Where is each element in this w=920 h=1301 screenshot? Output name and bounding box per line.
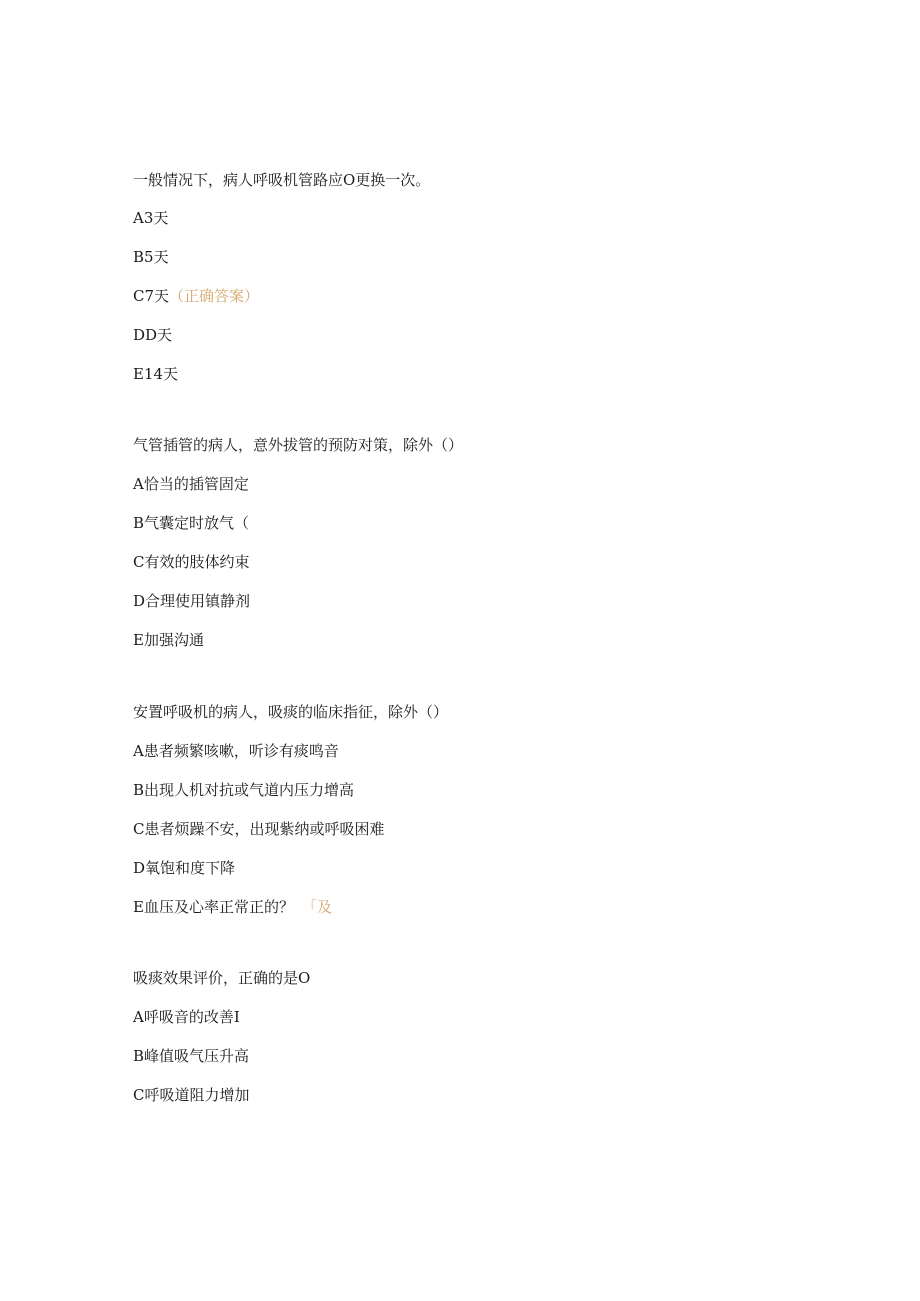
question-1-option-b: B5天 <box>133 248 169 266</box>
question-1-option-c <box>133 286 259 306</box>
question-1-option-c-text: C7天 <box>133 287 170 305</box>
question-3-option-b: B出现人机对抗或气道内压力增高 <box>133 781 355 799</box>
question-3-option-d: D氧饱和度下降 <box>133 859 236 877</box>
question-4-option-c: C呼吸道阻力增加 <box>133 1086 250 1104</box>
question-1-option-a: A3天 <box>133 209 169 227</box>
question-1-option-e: E14天 <box>133 365 179 383</box>
question-3-stem: 安置呼吸机的病人，吸痰的临床指征，除外（） <box>133 703 449 721</box>
question-3-option-a: A患者频繁咳嗽，听诊有痰鸣音 <box>133 742 339 760</box>
question-4-stem: 吸痰效果评价，正确的是O <box>133 969 311 987</box>
question-2-option-c: C有效的肢体约束 <box>133 553 250 571</box>
question-3-option-c: C患者烦躁不安，出现紫纳或呼吸困难 <box>133 820 385 838</box>
question-1-stem: 一般情况下，病人呼吸机管路应O更换一次。 <box>133 171 431 189</box>
question-2-option-b: B气囊定时放气（ <box>133 514 250 532</box>
question-2-option-d: D合理使用镇静剂 <box>133 592 251 610</box>
correct-answer-mark: （正确答案） <box>169 287 260 305</box>
question-4-option-a: A呼吸音的改善I <box>133 1008 240 1026</box>
question-3-option-e-text: E血压及心率正常正的？ <box>133 898 294 916</box>
question-1-option-d: DD天 <box>133 326 173 344</box>
answer-mark: 「及 <box>301 898 332 916</box>
question-3-option-e <box>133 897 332 917</box>
question-2-option-a: A恰当的插管固定 <box>133 475 249 493</box>
question-2-option-e: E加强沟通 <box>133 631 204 649</box>
question-2-stem: 气管插管的病人，意外拔管的预防对策，除外（） <box>133 436 464 454</box>
question-4-option-b: B峰值吸气压升高 <box>133 1047 250 1065</box>
